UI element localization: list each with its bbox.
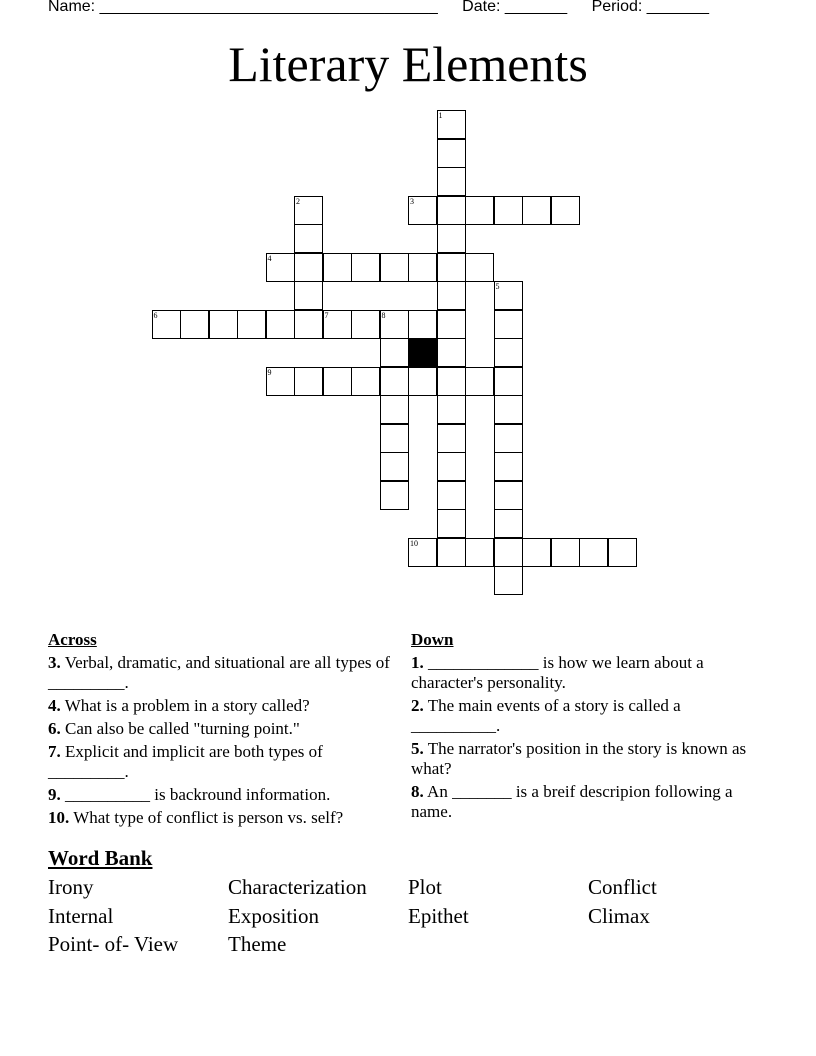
clue-number: 2	[296, 196, 300, 206]
period-field[interactable]: Period: _______	[591, 0, 710, 15]
grid-cell[interactable]	[551, 196, 580, 225]
grid-cell[interactable]	[209, 310, 238, 339]
word-bank-item: Climax	[588, 903, 650, 928]
grid-cell[interactable]	[494, 452, 523, 481]
grid-cell[interactable]	[294, 367, 323, 396]
clue-number: 5.	[411, 739, 424, 758]
clue-item	[411, 782, 756, 822]
across-clues	[48, 630, 393, 831]
grid-cell[interactable]	[266, 310, 295, 339]
clue-number: 10.	[48, 808, 70, 827]
clue-item	[48, 653, 393, 693]
grid-cell[interactable]	[494, 338, 523, 367]
grid-cell[interactable]	[437, 338, 466, 367]
grid-cell[interactable]	[380, 481, 409, 510]
date-field[interactable]: Date: _______	[462, 0, 568, 15]
clue-number: 9.	[48, 785, 61, 804]
grid-cell[interactable]	[437, 310, 466, 339]
grid-cell[interactable]	[152, 310, 181, 339]
clue-number: 7	[324, 310, 329, 320]
grid-cell[interactable]	[408, 253, 437, 282]
grid-cell[interactable]	[437, 367, 466, 396]
grid-cell[interactable]	[323, 253, 352, 282]
grid-cell[interactable]	[494, 310, 523, 339]
across-list	[48, 653, 393, 828]
clue-item	[48, 696, 393, 716]
clue-number: 7.	[48, 742, 61, 761]
grid-cell[interactable]	[323, 367, 352, 396]
clue-item	[411, 696, 756, 736]
grid-cell[interactable]	[494, 281, 523, 310]
word-bank-title: Word Bank	[48, 846, 153, 870]
grid-cell[interactable]	[437, 509, 466, 538]
grid-cell[interactable]	[494, 424, 523, 453]
grid-cell[interactable]	[323, 310, 352, 339]
grid-cell[interactable]	[408, 538, 437, 567]
grid-cell[interactable]	[437, 167, 466, 196]
clue-item	[411, 739, 756, 779]
grid-cell[interactable]	[522, 538, 551, 567]
grid-cell[interactable]	[437, 281, 466, 310]
grid-cell[interactable]	[380, 310, 409, 339]
clue-text: _____________ is how we learn about a character's personality.	[411, 653, 704, 692]
grid-cell[interactable]	[437, 538, 466, 567]
grid-cell[interactable]	[494, 196, 523, 225]
grid-cell[interactable]	[408, 196, 437, 225]
grid-cell[interactable]	[294, 196, 323, 225]
grid-block	[408, 338, 437, 367]
down-heading: Down	[411, 630, 454, 649]
clue-item	[48, 719, 393, 739]
grid-cell[interactable]	[494, 509, 523, 538]
grid-cell[interactable]	[494, 481, 523, 510]
grid-cell[interactable]	[437, 481, 466, 510]
word-bank	[48, 873, 768, 959]
clue-text: An _______ is a breif descripion following a name.	[411, 782, 733, 821]
grid-cell[interactable]	[380, 367, 409, 396]
grid-cell[interactable]	[380, 253, 409, 282]
clue-number: 3.	[48, 653, 61, 672]
grid-cell[interactable]	[351, 253, 380, 282]
down-clues	[411, 630, 756, 825]
clue-number: 9	[267, 367, 272, 377]
grid-cell[interactable]	[494, 395, 523, 424]
grid-cell[interactable]	[380, 424, 409, 453]
grid-cell[interactable]	[294, 281, 323, 310]
grid-cell[interactable]	[437, 110, 466, 139]
grid-cell[interactable]	[437, 253, 466, 282]
clue-number: 2.	[411, 696, 424, 715]
clue-number: 1	[438, 111, 443, 120]
grid-cell[interactable]	[494, 538, 523, 567]
word-bank-item: Conflict	[588, 875, 657, 899]
word-bank-item: Exposition	[228, 903, 320, 928]
word-bank-item: Epithet	[408, 903, 469, 928]
clue-number: 1.	[411, 653, 424, 672]
clue-number: 4.	[48, 696, 61, 715]
grid-cell[interactable]	[380, 395, 409, 424]
clue-number: 5	[495, 282, 500, 291]
grid-cell[interactable]	[437, 224, 466, 253]
grid-cell[interactable]	[380, 338, 409, 367]
clue-item	[48, 742, 393, 782]
grid-cell[interactable]	[266, 367, 295, 396]
grid-cell[interactable]	[465, 196, 494, 225]
across-heading: Across	[48, 630, 97, 649]
grid-cell[interactable]	[380, 452, 409, 481]
grid-cell[interactable]	[437, 452, 466, 481]
grid-cell[interactable]	[522, 196, 551, 225]
clue-number: 8	[381, 310, 386, 320]
clue-number: 6.	[48, 719, 61, 738]
grid-cell[interactable]	[408, 367, 437, 396]
grid-cell[interactable]	[437, 424, 466, 453]
grid-cell[interactable]	[408, 310, 437, 339]
clue-item	[411, 653, 756, 693]
grid-cell[interactable]	[437, 139, 466, 168]
clue-number: 8.	[411, 782, 424, 801]
word-bank-item: Theme	[228, 932, 287, 956]
grid-cell[interactable]	[294, 253, 323, 282]
grid-cell[interactable]	[180, 310, 209, 339]
clue-number: 4	[267, 253, 272, 263]
clue-text: Verbal, dramatic, and situational are all types of _________.	[48, 653, 390, 692]
grid-cell[interactable]	[294, 310, 323, 339]
grid-cell[interactable]	[437, 196, 466, 225]
clue-text: Can also be called "turning point."	[60, 719, 300, 738]
name-field[interactable]: Name: ______________________________________	[48, 0, 438, 15]
grid-cell[interactable]	[579, 538, 608, 567]
clue-text: __________ is backround information.	[60, 785, 331, 804]
clue-number: 6	[153, 310, 158, 320]
clue-text: Explicit and implicit are both types of _________.	[48, 742, 323, 781]
page-title: Literary Elements	[228, 36, 588, 92]
grid-cell[interactable]	[266, 253, 295, 282]
word-bank-item: Point- of- View	[48, 932, 179, 956]
clue-text: What type of conflict is person vs. self?	[69, 808, 344, 827]
grid-cell[interactable]	[465, 253, 494, 282]
word-bank-item: Plot	[408, 875, 442, 899]
grid-cell[interactable]	[465, 367, 494, 396]
grid-cell[interactable]	[237, 310, 266, 339]
word-bank-item: Characterization	[228, 875, 367, 899]
grid-cell[interactable]	[294, 224, 323, 253]
clue-number: 10	[410, 538, 418, 548]
clue-item	[48, 808, 393, 828]
word-bank-item: Internal	[48, 903, 114, 928]
grid-cell[interactable]	[351, 367, 380, 396]
grid-cell[interactable]	[437, 395, 466, 424]
grid-cell[interactable]	[465, 538, 494, 567]
clue-text: The main events of a story is called a __________.	[411, 696, 681, 735]
clue-number: 3	[410, 196, 414, 206]
word-bank-item: Irony	[48, 875, 94, 899]
grid-cell[interactable]	[494, 367, 523, 396]
clue-text: The narrator's position in the story is known as what?	[411, 739, 747, 778]
grid-cell[interactable]	[608, 538, 637, 567]
down-list	[411, 653, 756, 822]
clue-text: What is a problem in a story called?	[60, 696, 310, 715]
clue-item	[48, 785, 393, 805]
grid-cell[interactable]	[494, 566, 523, 595]
grid-cell[interactable]	[551, 538, 580, 567]
grid-cell[interactable]	[351, 310, 380, 339]
